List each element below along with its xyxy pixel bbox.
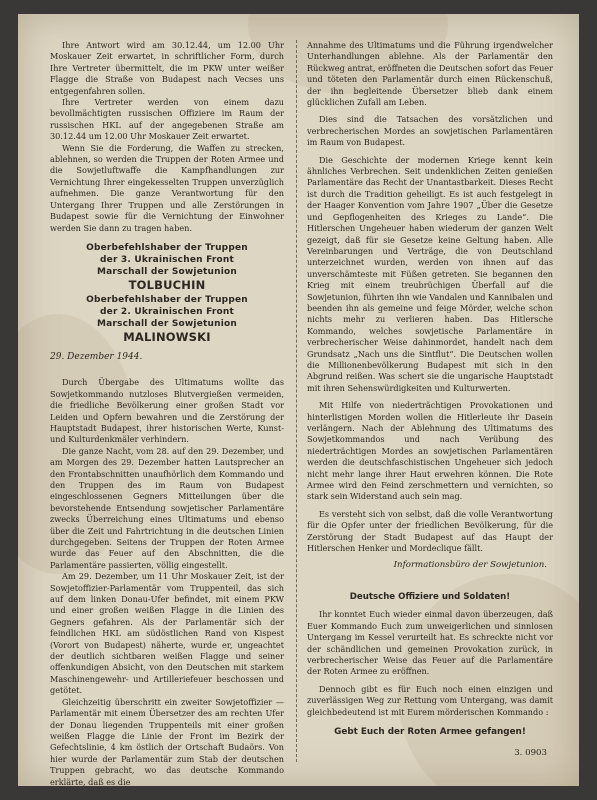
- signature-tolbuchin: [50, 242, 284, 291]
- paragraph: Die ganze Nacht, vom 28. auf den 29. Dezember, und am Morgen des 29. Dezember hatten Lautsprecher an den Frontabschnitten unaufhörlich dem Kommando und den Truppen des im Raum von Budapest eingeschlossenen Gegners Mitteilungen über die bevorstehende Entsendung sowjetischer Parlamentäre zwecks Überreichung eines Ultimatums und ebenso über die Zeit und Fahrtrichtung in die deutschen Linien durchgegeben. Seitens der Truppen der Roten Armee wurde das Feuer auf den Abschnitten, die die Parlamentäre passierten, völlig eingestellt.: [50, 445, 284, 570]
- leaflet-code: 3. 0903: [514, 748, 547, 759]
- paragraph: Ihre Antwort wird am 30.12.44, um 12.00 Uhr Moskauer Zeit erwartet, in schriftlicher Form, durch Ihre Vertreter übermittelt, die im PKW unter weißer Flagge die Straße von Budapest nach Vecses uns entgegenfahren sollen.: [50, 40, 284, 96]
- signatory-name: MALINOWSKI: [123, 329, 211, 344]
- paragraph: Dies sind die Tatsachen des vorsätzlichen und verbrecherischen Mordes an sowjetischen Parlamentären im Raum von Budapest.: [307, 114, 553, 148]
- appeal-heading: Deutsche Offiziere und Soldaten!: [349, 591, 511, 602]
- paragraph: Wenn Sie die Forderung, die Waffen zu strecken, ablehnen, so werden die Truppen der Roten Armee und die Sowjetluftwaffe die Kampfhandlungen zur Vernichtung Ihrer eingekesselten Truppen unverzüglich aufnehmen. Die ganze Verantwortung für den Untergang Ihrer Truppen und alle Zerstörungen in Budapest sowie für die Vernichtung der Einwohner werden Sie dann zu tragen haben.: [50, 142, 284, 233]
- surrender-call: Gebt Euch der Roten Armee gefangen!: [334, 726, 526, 737]
- sig-line: Marschall der Sowjetunion: [96, 266, 238, 277]
- paragraph: Dennoch gibt es für Euch noch einen einzigen und zuverlässigen Weg zur Rettung vom Untergang, was damit gleichbedeutend ist mit Eurem mörderischen Kommando :: [307, 683, 553, 717]
- paragraph: Annahme des Ultimatums und die Führung irgendwelcher Unterhandlungen ablehne. Als der Parlamentär den Rückweg antrat, eröffneten die Deutschen sofort das Feuer und töteten den Parlamentär durch einen Rückenschuß, der ihn begleitende Übersetzer blieb dank einem glücklichen Zufall am Leben.: [307, 40, 553, 108]
- paragraph: Durch Übergabe des Ultimatums wollte das Sowjetkommando nutzloses Blutvergießen vermeiden, die friedliche Bevölkerung einer großen Stadt vor Leiden und Opfern bewahren und die Zerstörung der Hauptstadt Budapest, ihrer historischen Werte, Kunst- und Kulturdenkmäler verhindern.: [50, 377, 284, 445]
- sig-line: Marschall der Sowjetunion: [96, 318, 238, 329]
- sig-line: Oberbefehlshaber der Truppen: [86, 242, 248, 253]
- column-divider: [296, 40, 297, 762]
- left-column: [50, 40, 284, 786]
- signatory-name: TOLBUCHIN: [128, 277, 206, 292]
- paragraph: Am 29. Dezember, um 11 Uhr Moskauer Zeit, ist der Sowjetoffizier-Parlamentär vom Truppenteil, das sich auf dem linken Donau-Ufer befindet, mit einem PKW und einer großen weißen Flagge in die Linien des Gegners gefahren. Als der Parlamentär sich der feindlichen HKL am südöstlichen Rand von Kispest (Vorort von Budapest) näherte, wurde er, ungeachtet der deutlich sichtbaren weißen Flagge und seiner offenkundigen Absicht, von den Deutschen mit starkem Maschinengewehr- und Artilleriefeuer beschossen und getötet.: [50, 571, 284, 696]
- paragraph: Ihr konntet Euch wieder einmal davon überzeugen, daß Euer Kommando Euch zum unweigerlichen und sinnlosen Untergang im Kessel verurteilt hat. Es schreckte nicht vor der schändlichen und gemeinen Provokation zurück, in verbrecherischer Weise das Feuer auf die Parlamentäre der Roten Armee zu eröffnen.: [307, 609, 553, 677]
- sig-line: der 3. Ukrainischen Front: [100, 254, 234, 265]
- sig-line: der 2. Ukrainischen Front: [100, 306, 234, 317]
- document-date: 29. Dezember 1944.: [50, 351, 143, 362]
- signature-malinowski: [50, 294, 284, 343]
- paragraph: Gleichzeitig überschritt ein zweiter Sowjetoffizier — Parlamentär mit einem Übersetzer des am rechten Ufer der Donau liegenden Truppenteils mit einer großen weißen Flagge die Linie der Front im Bezirk der Gefechtslinie, 4 km östlich der Ortschaft Budaörs. Von hier wurde der Parlamentär zum Stab der deutschen Truppen gebracht, wo das deutsche Kommando erklärte, daß es die: [50, 696, 284, 786]
- leaflet-page: [18, 14, 579, 786]
- paragraph: Es versteht sich von selbst, daß die volle Verantwortung für die Opfer unter der friedlichen Bevölkerung, für die Zerstörung der Stadt Budapest auf das Haupt der Hitlerschen Henker und Mordeclique fällt.: [307, 508, 553, 554]
- paragraph: Die Geschichte der modernen Kriege kennt kein ähnliches Verbrechen. Seit undenklichen Zeiten genießen Parlamentäre das Recht der Unantastbarkeit. Dieses Recht ist durch die Tradition geheiligt. Es ist auch festgelegt in der Haager Konvention vom Jahre 1907 „Über die Gesetze und Gepflogenheiten des Krieges zu Lande“. Die Hitlerschen Ungeheuer haben wiederum der ganzen Welt gezeigt, daß für sie Gesetze keine Geltung haben. Alle Vereinbarungen und Verträge, die von Deutschland unterzeichnet wurden, werden von ihnen auf das unverschämteste mit Füßen getreten. Sie begannen den Krieg mit einem treubrüchigen Überfall auf die Sowjetunion, führten ihn wie Vandalen und Kannibalen und beenden ihn als gemeine und feige Mörder, welche schon nichts mehr zu verlieren haben. Das Hitlersche Kommando, welches sowjetische Parlamentäre in verbrecherischer Weise dahinmordet, handelt nach dem Grundsatz „Nach uns die Sintflut“. Die Deutschen wollen die Millionenbevölkerung Budapest mit sich in den Abgrund reißen. Was schert sie die ungarische Hauptstadt mit ihren Sehenswürdigkeiten und Kulturwerten.: [307, 154, 553, 393]
- right-column: [307, 40, 553, 760]
- paragraph: Ihre Vertreter werden von einem dazu bevollmächtigten russischen Offiziere im Raum der russischen HKL auf der angegebenen Straße am 30.12.44 um 12.00 Uhr Moskauer Zeit erwartet.: [50, 97, 284, 142]
- paragraph: Mit Hilfe von niederträchtigen Provokationen und hinterlistigen Morden wollen die Hitlerleute ihr Dasein verlängern. Nach der Ablehnung des Ultimatums des Sowjetkommandos und nach Verübung des niederträchtigen Mordes an sowjetischen Parlamentären werden die deutschfaschistischen Ungeheuer sich jedoch nicht mehr lange ihrer Haut erwehren können. Die Rote Armee wird den Feind zerschmettern und vernichten, so stark sein Widerstand auch sein mag.: [307, 400, 553, 502]
- issuer-signature: Informationsbüro der Sowjetunion.: [393, 560, 547, 571]
- sig-line: Oberbefehlshaber der Truppen: [86, 294, 248, 305]
